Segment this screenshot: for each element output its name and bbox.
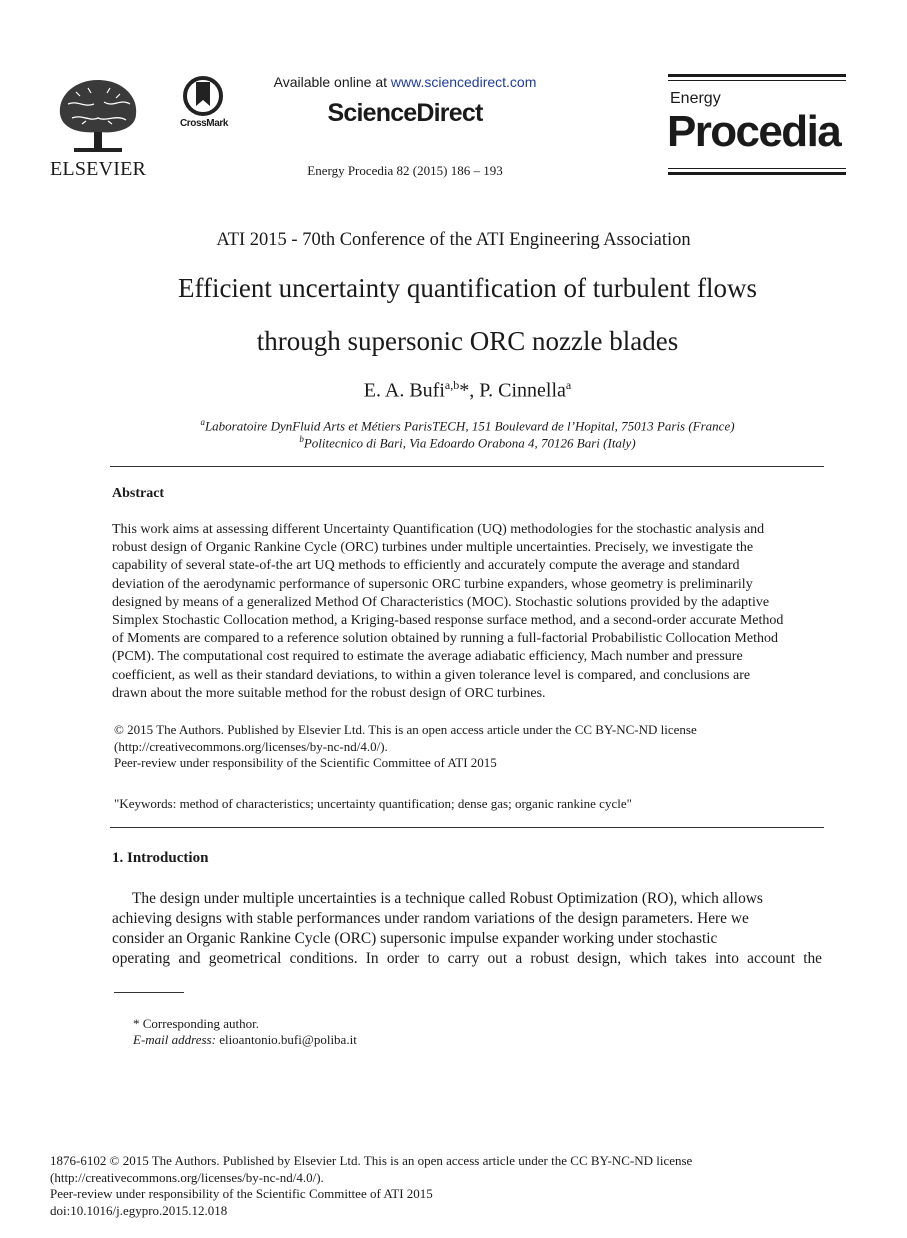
affiliation-a <box>0 417 907 434</box>
abstract-line: robust design of Organic Rankine Cycle (ORC) turbines under multiple uncertainties. Precisely, we investigate the <box>112 540 754 556</box>
peer-review-note: Peer-review under responsibility of the Scientific Committee of ATI 2015 <box>114 755 497 770</box>
abstract-line: drawn about the more suitable method for the robust design of ORC turbines. <box>112 685 546 701</box>
doi[interactable]: doi:10.1016/j.egypro.2015.12.018 <box>50 1203 228 1219</box>
availability-prefix: Available online at <box>273 74 391 90</box>
divider-top <box>110 466 824 467</box>
author-name: P. Cinnella <box>479 379 566 402</box>
abstract-line: capability of several state-of-the art UQ methods to efficiently and accurately compute the average and standard <box>112 558 740 574</box>
affiliation-marker: a <box>200 417 205 427</box>
journal-name-small: Energy <box>670 90 721 107</box>
license-note <box>114 722 697 772</box>
logo-rule-bottom-thin <box>668 168 846 169</box>
abstract-line: This work aims at assessing different Uncertainty Quantification (UQ) methodologies for the stochastic analysis and <box>112 522 765 537</box>
abstract-line: deviation of the aerodynamic performance of supersonic ORC turbine expanders, whose geometry is preliminarily <box>112 576 753 592</box>
abstract-line: of Moments are compared to a reference solution obtained by running a full-factorial Probabilistic Collocation Method <box>112 631 778 647</box>
copyright-block <box>50 1153 692 1220</box>
author-list <box>0 378 907 403</box>
affiliation-marker: b <box>299 434 304 444</box>
platform-name: ScienceDirect <box>327 99 483 127</box>
keywords: "Keywords: method of characteristics; uncertainty quantification; dense gas; organic rankine cycle" <box>114 796 632 811</box>
elsevier-logo <box>50 74 146 178</box>
corresponding-author-note: * Corresponding author. <box>133 1016 260 1031</box>
abstract-line: Simplex Stochastic Collocation method, a Kriging-based response surface method, and a second-order accurate Method <box>112 613 784 629</box>
email-label: E-mail address: <box>133 1032 216 1047</box>
abstract-heading: Abstract <box>112 486 165 501</box>
abstract-body <box>112 521 822 703</box>
logo-rule-bottom <box>668 172 846 175</box>
author-name: E. A. Bufi <box>363 379 445 402</box>
logo-rule-top-thin <box>668 80 846 81</box>
intro-line: The design under multiple uncertainties is a technique called Robust Optimization (RO), which allows <box>132 890 763 907</box>
intro-line: consider an Organic Rankine Cycle (ORC) supersonic impulse expander working under stochastic <box>112 930 718 947</box>
abstract-line: (PCM). The computational cost required to estimate the average adiabatic efficiency, Mach number and pressure <box>112 649 743 665</box>
affiliation-marker: a <box>565 378 572 392</box>
license-line: © 2015 The Authors. Published by Elsevier Ltd. This is an open access article under the CC BY-NC-ND license <box>114 722 697 737</box>
availability-line <box>250 74 560 90</box>
corresponding-marker: *, <box>459 379 480 402</box>
conference-name: ATI 2015 - 70th Conference of the ATI Engineering Association <box>216 230 691 250</box>
affiliation-text: Laboratoire DynFluid Arts et Métiers ParisTECH, 151 Boulevard de l’Hopital, 75013 Paris (France) <box>204 418 735 434</box>
introduction-paragraph <box>112 889 822 969</box>
paper-title-line-1: Efficient uncertainty quantification of turbulent flows <box>177 273 758 303</box>
affiliation-b <box>0 434 907 451</box>
section-heading-introduction: 1. Introduction <box>112 850 209 866</box>
publisher-name: ELSEVIER <box>50 158 147 180</box>
sciencedirect-link[interactable]: www.sciencedirect.com <box>390 74 537 90</box>
crossmark-label: CrossMark <box>179 118 229 129</box>
crossmark-icon <box>183 76 223 116</box>
intro-line: operating and geometrical conditions. In order to carry out a robust design, which takes into account the <box>112 950 822 967</box>
footnote <box>133 1016 357 1048</box>
divider-bottom <box>110 827 824 828</box>
abstract-line: coefficient, as well as their standard deviations, to within a given tolerance level is compared, and conclusions are <box>112 667 751 683</box>
abstract-line: designed by means of a generalized Method Of Characteristics (MOC). Stochastic solutions provided by the adaptive <box>112 594 770 610</box>
paper-title-line-2: through supersonic ORC nozzle blades <box>256 326 679 356</box>
journal-name-large: Procedia <box>667 107 841 156</box>
logo-rule-top <box>668 74 846 77</box>
crossmark-badge[interactable] <box>176 76 232 136</box>
issn-copyright-line: 1876-6102 © 2015 The Authors. Published by Elsevier Ltd. This is an open access article under the CC BY-NC-ND license <box>50 1153 693 1168</box>
journal-logo <box>668 74 846 178</box>
elsevier-tree-icon <box>54 74 142 154</box>
footnote-divider <box>114 992 184 993</box>
email-line <box>133 1032 357 1048</box>
peer-review-note: Peer-review under responsibility of the Scientific Committee of ATI 2015 <box>50 1186 433 1202</box>
license-url[interactable]: (http://creativecommons.org/licenses/by-nc-nd/4.0/). <box>114 738 388 754</box>
affiliation-text: Politecnico di Bari, Via Edoardo Orabona 4, 70126 Bari (Italy) <box>303 435 636 451</box>
affiliation-marker: a,b <box>444 378 460 392</box>
license-url[interactable]: (http://creativecommons.org/licenses/by-nc-nd/4.0/). <box>50 1169 324 1185</box>
journal-reference: Energy Procedia 82 (2015) 186 – 193 <box>307 163 503 178</box>
email-address[interactable]: elioantonio.bufi@poliba.it <box>215 1032 357 1047</box>
intro-line: achieving designs with stable performances under random variations of the design parameters. Here we <box>112 910 749 927</box>
